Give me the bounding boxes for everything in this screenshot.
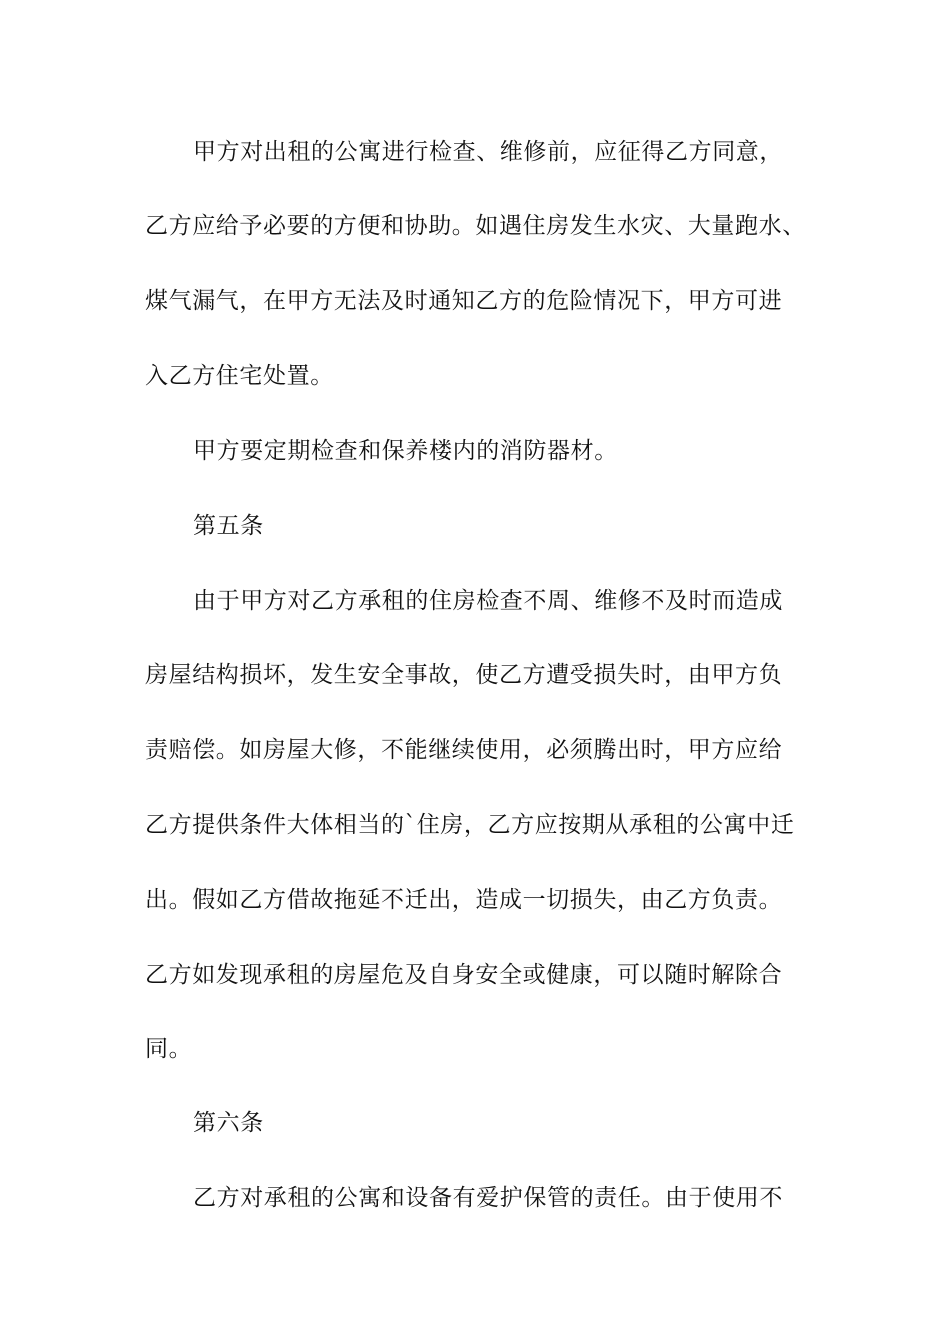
paragraph-line: 甲方要定期检查和保养楼内的消防器材。 xyxy=(193,438,618,464)
paragraph-line: 房屋结构损坏，发生安全事故，使乙方遭受损失时，由甲方负 xyxy=(145,662,783,688)
paragraph-line: 乙方对承租的公寓和设备有爱护保管的责任。由于使用不 xyxy=(193,1185,783,1211)
paragraph-line: 甲方对出租的公寓进行检查、维修前，应征得乙方同意， xyxy=(193,139,783,165)
paragraph-line: 乙方应给予必要的方便和协助。如遇住房发生水灾、大量跑水、 xyxy=(145,213,806,239)
paragraph-line: 由于甲方对乙方承租的住房检查不周、维修不及时而造成 xyxy=(193,588,783,614)
paragraph-line: 乙方如发现承租的房屋危及自身安全或健康，可以随时解除合 xyxy=(145,962,783,988)
paragraph-line: 责赔偿。如房屋大修，不能继续使用，必须腾出时，甲方应给 xyxy=(145,737,783,763)
paragraph-line: 同。 xyxy=(145,1036,193,1062)
paragraph-line: 入乙方住宅处置。 xyxy=(145,363,334,389)
section-heading: 第六条 xyxy=(193,1110,264,1136)
paragraph-line: 煤气漏气，在甲方无法及时通知乙方的危险情况下，甲方可进 xyxy=(145,288,783,314)
paragraph-line: 出。假如乙方借故拖延不迁出，造成一切损失，由乙方负责。 xyxy=(145,887,783,913)
paragraph-line: 乙方提供条件大体相当的`住房，乙方应按期从承租的公寓中迁 xyxy=(145,812,795,838)
section-heading: 第五条 xyxy=(193,513,264,539)
